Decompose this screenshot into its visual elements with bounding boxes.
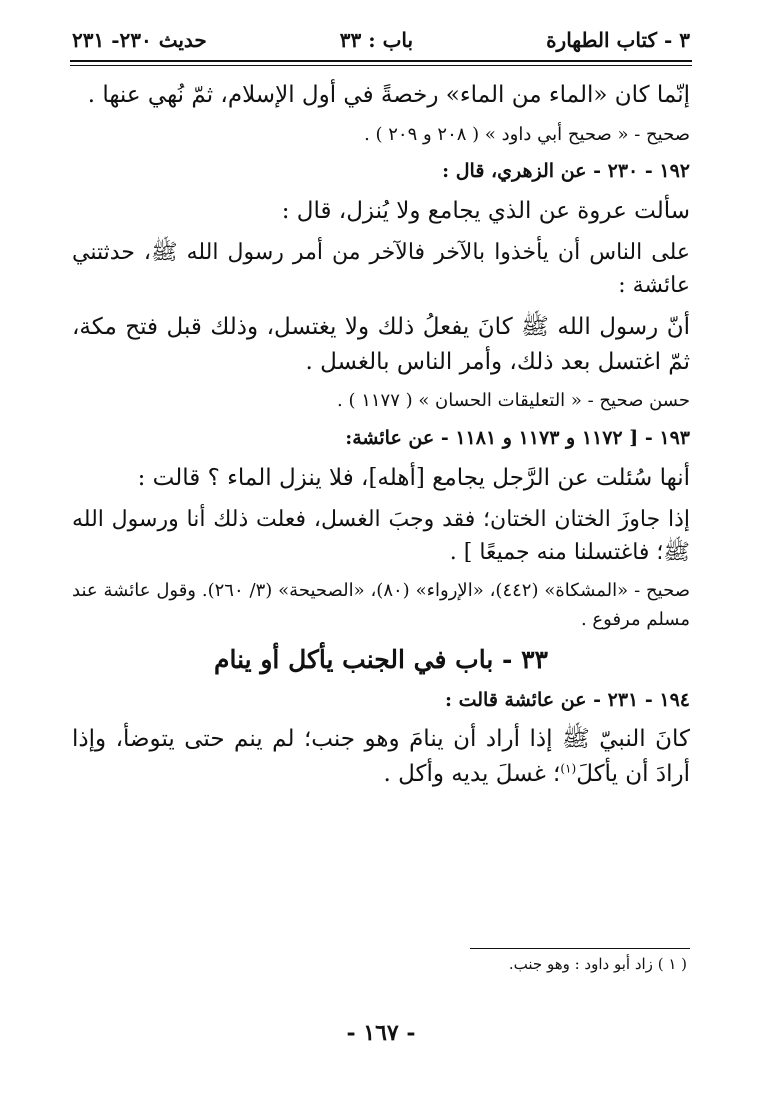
text-line: أنّ رسول الله ﷺ كانَ يفعلُ ذلك ولا يغتسل، وذلك قبل فتح مكة، ثمّ اغتسل بعد ذلك، وأمر الناس بالغسل . <box>72 314 690 375</box>
grading-line: صحيح - «المشكاة» (٤٤٢)، «الإرواء» (٨٠)، «الصحيحة» (٣/ ٢٦٠). وقول عائشة عند مسلم مرفوع . <box>72 580 690 630</box>
header-rule-thick <box>70 60 692 62</box>
header-chapter: باب : ٣٣ <box>339 28 414 52</box>
text-line: على الناس أن يأخذوا بالآخر فالآخر من أمر رسول الله ﷺ، حدثتني عائشة : <box>72 240 690 299</box>
header-book-title: ٣ - كتاب الطهارة <box>546 28 690 52</box>
chapter-title: ٣٣ - باب في الجنب يأكل أو ينام <box>214 644 548 674</box>
grading-line: صحيح - « صحيح أبي داود » ( ٢٠٨ و ٢٠٩ ) . <box>364 123 690 145</box>
page-body <box>72 78 690 799</box>
hadith-number-line: ١٩٤ - ٢٣١ - عن عائشة قالت : <box>444 688 690 711</box>
header-hadith-range: حديث ٢٣٠- ٢٣١ <box>72 28 207 52</box>
text-line: إنّما كان «الماء من الماء» رخصةً في أول الإسلام، ثمّ نُهي عنها . <box>87 82 690 108</box>
header-rule-thin <box>70 65 692 66</box>
text-line: سألت عروة عن الذي يجامع ولا يُنزل، قال : <box>281 197 690 224</box>
text-line-part: ؛ غسلَ يديه وأكل . <box>383 760 561 787</box>
text-line <box>72 722 690 791</box>
text-line: إذا جاوزَ الختان الختان؛ فقد وجبَ الغسل، فعلت ذلك أنا ورسول الله ﷺ؛ فاغتسلنا منه جميعًا ] . <box>72 507 690 566</box>
text-line-part: كانَ النبيّ ﷺ إذا أراد أن ينامَ وهو جنب؛ لم ينم حتى يتوضأ، وإذا أرادَ أن يأكلَ <box>72 726 690 787</box>
grading-line: حسن صحيح - « التعليقات الحسان » ( ١١٧٧ ) . <box>337 390 690 412</box>
footnote-marker: (١) <box>560 761 577 776</box>
footnote: ( ١ ) زاد أبو داود : وهو جنب. <box>508 955 687 973</box>
page-header <box>72 22 690 58</box>
hadith-number-line: ١٩٢ - ٢٣٠ - عن الزهري، قال : <box>442 160 690 183</box>
hadith-number-line: ١٩٣ - [ ١١٧٢ و ١١٧٣ و ١١٨١ - عن عائشة: <box>345 427 690 450</box>
page-number: - ١٦٧ - <box>346 1020 416 1046</box>
text-line: أنها سُئلت عن الرَّجل يجامع [أهله]، فلا ينزل الماء ؟ قالت : <box>137 464 690 491</box>
footnote-rule <box>470 948 690 949</box>
